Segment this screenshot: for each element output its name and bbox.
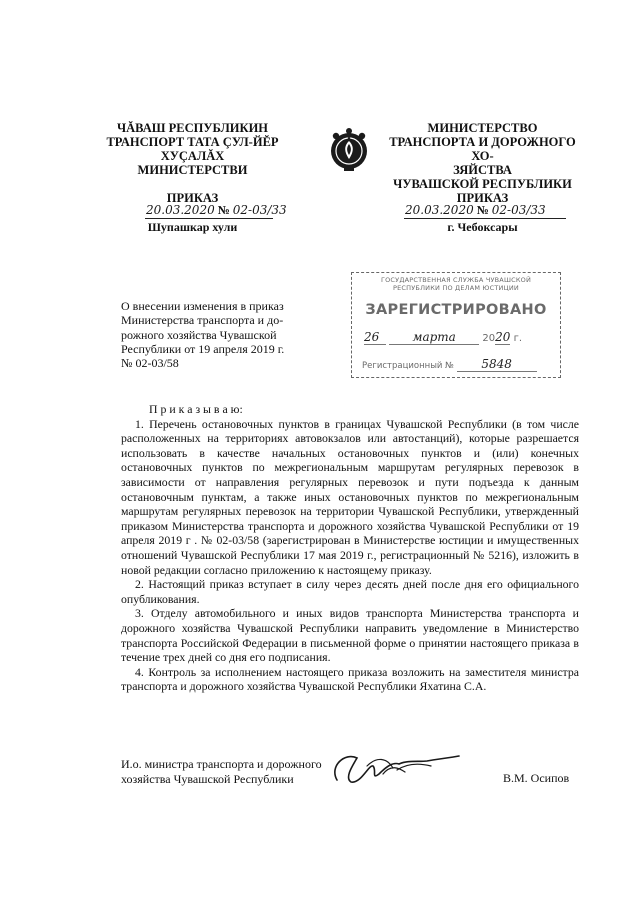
header-left <box>100 121 285 177</box>
subject-line5: № 02-03/58 <box>121 356 179 371</box>
paragraph-2: 2. Настоящий приказ вступает в силу через десять дней после дня его официального опубликования. <box>121 577 579 606</box>
subject-line1: О внесении изменения в приказ <box>121 299 284 313</box>
header-right <box>380 121 585 191</box>
order-label-left: ПРИКАЗ <box>166 191 219 205</box>
order-no-label-left: № <box>217 203 230 217</box>
stamp-year-suffix: г. <box>513 333 523 344</box>
header-left-line1: ЧĂВАШ РЕСПУБЛИКИН <box>116 121 269 135</box>
header-right-line4: ЧУВАШСКОЙ РЕСПУБЛИКИ <box>393 177 572 191</box>
order-number-right <box>405 203 585 219</box>
order-date-left: 20.03.2020 <box>146 203 215 217</box>
prikazyvayu-heading: П р и к а з ы в а ю: <box>149 402 243 416</box>
order-date-right: 20.03.2020 <box>405 203 474 217</box>
position-line1: И.о. министра транспорта и дорожного <box>121 757 322 771</box>
header-right-line2: ТРАНСПОРТА И ДОРОЖНОГО ХО- <box>389 135 576 163</box>
handwritten-signature <box>327 744 467 790</box>
stamp-line2: РЕСПУБЛИКИ ПО ДЕЛАМ ЮСТИЦИИ <box>393 284 519 292</box>
stamp-line1: ГОСУДАРСТВЕННАЯ СЛУЖБА ЧУВАШСКОЙ <box>380 276 532 284</box>
paragraph-3: 3. Отделу автомобильного и иных видов транспорта Министерства транспорта и дорожного хозяйства Чувашской Республики направить уведомление в Министерство транспорта Российской Федерации в письменной форме о принятии настоящего приказа в течение трех дней со дня его подписания. <box>121 606 579 665</box>
order-label-right: ПРИКАЗ <box>456 191 509 205</box>
header-right-line1: МИНИСТЕРСТВО <box>427 121 538 135</box>
order-no-left: 02-03/33 <box>232 203 287 217</box>
paragraph-4: 4. Контроль за исполнением настоящего приказа возложить на заместителя министра транспорта и дорожного хозяйства Чувашской Республики Яхатина С.А. <box>121 664 579 694</box>
underline-right <box>404 218 566 219</box>
stamp-reg-row <box>352 357 560 372</box>
stamp-year: 20 <box>495 330 511 344</box>
stamp-year-prefix: 20 <box>482 333 496 344</box>
position-line2: хозяйства Чувашской Республики <box>121 771 294 786</box>
stamp-reg-no: 5848 <box>457 357 537 372</box>
subject-line2: Министерства транспорта и до- <box>121 313 284 328</box>
header-left-line2: ТРАНСПОРТ ТАТА ÇУЛ-ЙĔР <box>106 135 279 149</box>
header-left-line3: ХУÇАЛĂХ <box>160 149 225 163</box>
header-left-line4: МИНИСТЕРСТВИ <box>137 163 248 177</box>
order-body <box>121 402 579 694</box>
order-number-left <box>146 203 296 219</box>
underline-left <box>145 218 273 219</box>
subject-line4: Республики от 19 апреля 2019 г. <box>121 341 285 356</box>
signatory-position <box>121 757 361 786</box>
chuvashia-emblem-icon <box>327 127 371 173</box>
order-no-right: 02-03/33 <box>491 203 546 217</box>
city-left: Шупашкар хули <box>147 220 238 234</box>
stamp-day: 26 <box>364 330 386 345</box>
city-right: г. Чебоксары <box>447 220 518 234</box>
subject-block <box>121 299 321 370</box>
subject-line3: рожного хозяйства Чувашской <box>121 327 277 342</box>
signatory-name: В.М. Осипов <box>503 771 570 785</box>
stamp-reg-label: Регистрационный № <box>362 361 454 371</box>
header-right-line3: ЗЯЙСТВА <box>453 163 512 177</box>
order-no-label-right: № <box>476 203 489 217</box>
stamp-title: ЗАРЕГИСТРИРОВАНО <box>365 302 547 318</box>
stamp-month: марта <box>389 330 479 345</box>
paragraph-1: 1. Перечень остановочных пунктов в границах Чувашской Республики (в том числе расположенных на территориях автовокзалов или автостанций), которые разрешается использовать в качестве начальных остановочных пунктов и (или) конечных остановочных пунктов по межрегиональным маршрутам регулярных перевозок в зависимости от направления регулярных перевозок и пути подъезда к данным остановочным пунктам, а также иных остановочных пунктов по межрегиональным маршрутам регулярных перевозок на территории Чувашской Республики, утвержденный приказом Министерства транспорта и дорожного хозяйства Чувашской Республики от 19 апреля 2019 г . № 02-03/58 (зарегистрирован в Министерстве юстиции и имущественных отношений Чувашской Республики 17 мая 2019 г., регистрационный № 5216), изложить в новой редакции согласно приложению к настоящему приказу. <box>121 416 579 577</box>
stamp-date-row <box>352 330 560 345</box>
registration-stamp <box>351 272 561 378</box>
